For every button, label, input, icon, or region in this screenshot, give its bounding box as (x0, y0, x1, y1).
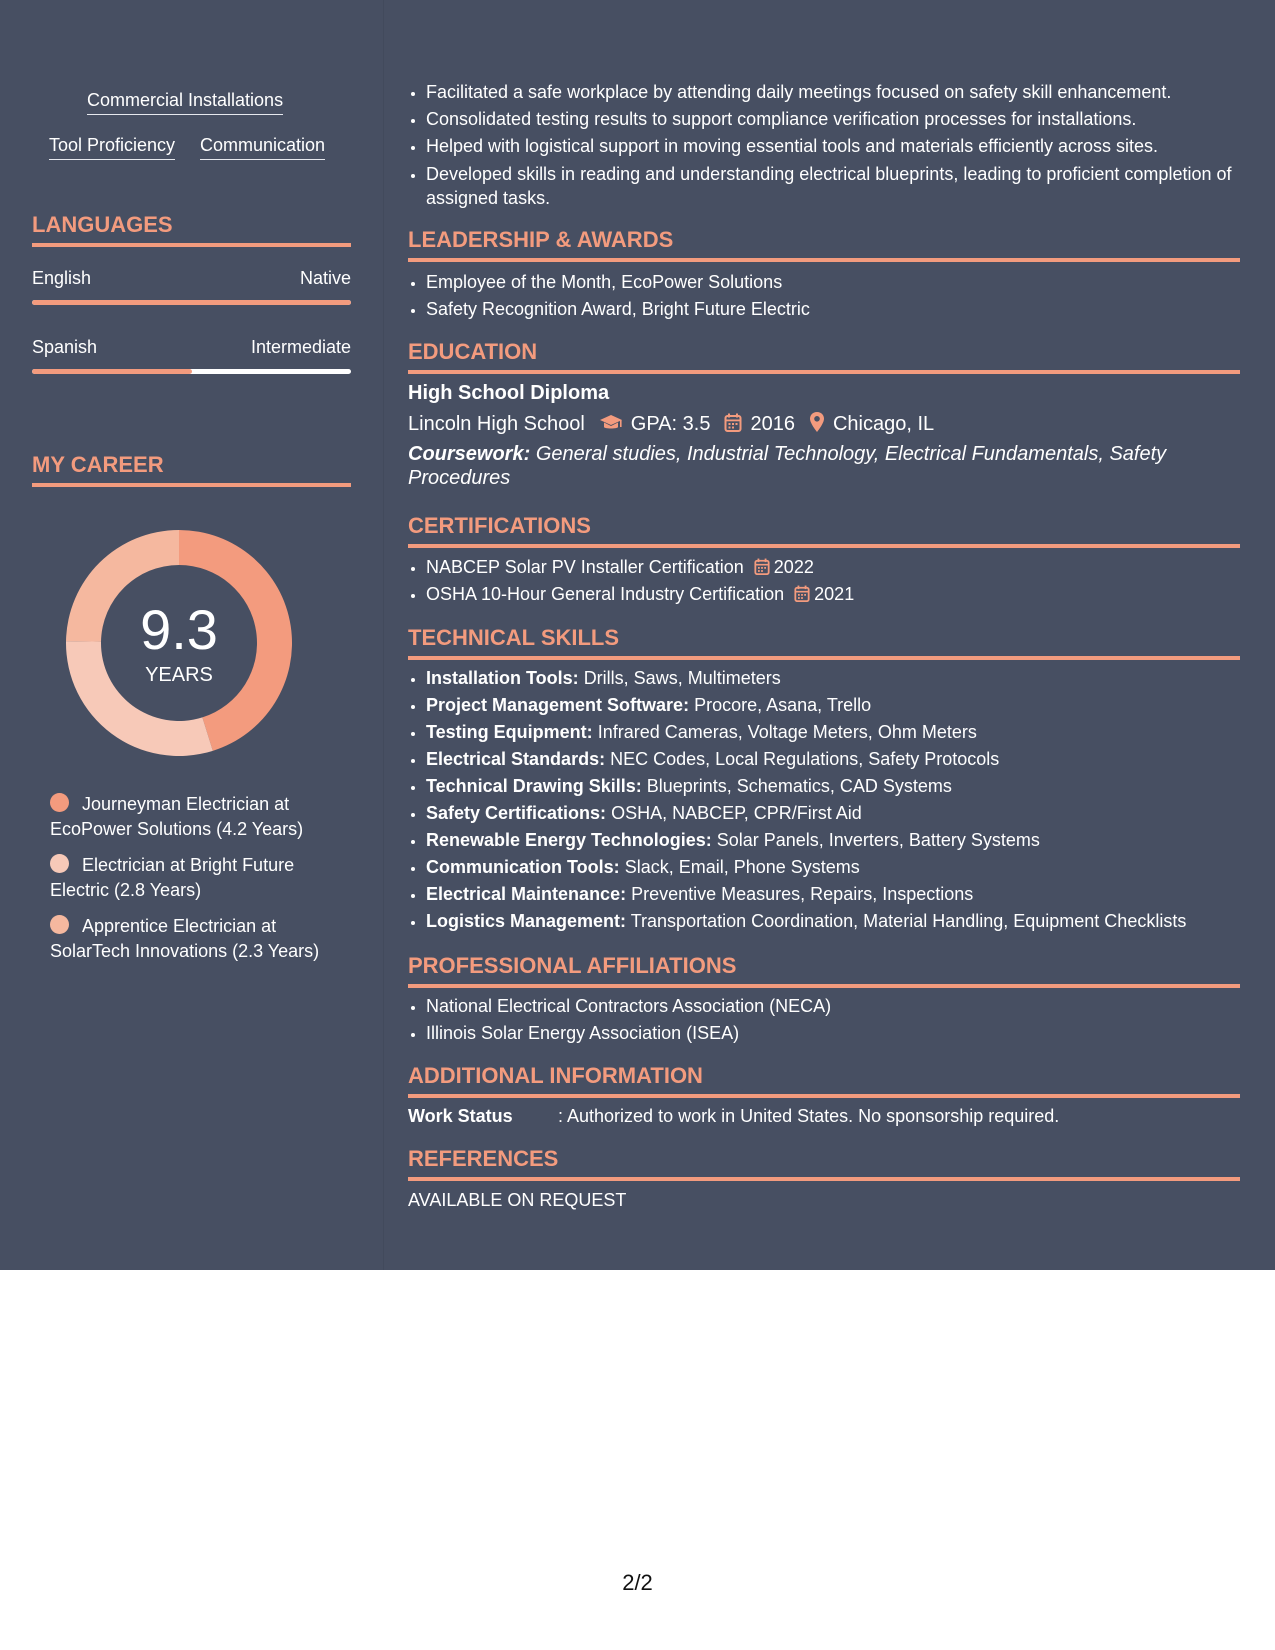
list-item: • Facilitated a safe workplace by attending daily meetings focused on safety skill enhancement. (426, 79, 1240, 106)
list-item (426, 554, 1240, 581)
list-item (426, 581, 1240, 608)
skill-value: Slack, Email, Phone Systems (624, 857, 860, 877)
legend-dot-icon (50, 915, 69, 934)
coursework-text: General studies, Industrial Technology, Electrical Fundamentals, Safety Procedures (408, 443, 1167, 489)
list-item: • Consolidated testing results to support compliance verification processes for installations. (426, 106, 1240, 133)
skill-value: Blueprints, Schematics, CAD Systems (646, 776, 952, 796)
skill-value: Drills, Saws, Multimeters (583, 668, 781, 688)
legend-label: Apprentice Electrician at SolarTech Innovations (2.3 Years) (50, 916, 320, 961)
certifications-list (408, 554, 1240, 608)
skill-label: Electrical Standards: (426, 749, 606, 769)
language-name: Spanish (32, 337, 98, 357)
list-item (426, 881, 1240, 908)
list-item: • Illinois Solar Energy Association (ISEA) (426, 1020, 1240, 1047)
languages-heading: LANGUAGES (32, 212, 351, 247)
work-status-label: Work Status (408, 1106, 513, 1126)
skill-value: Transportation Coordination, Material Handling, Equipment Checklists (630, 911, 1187, 931)
work-status-value: : Authorized to work in United States. No sponsorship required. (558, 1106, 1060, 1126)
language-bar (32, 369, 351, 374)
skill-label: Installation Tools: (426, 668, 579, 688)
skill-value: Infrared Cameras, Voltage Meters, Ohm Meters (597, 722, 977, 742)
affiliations-heading: PROFESSIONAL AFFILIATIONS (408, 953, 1240, 988)
skill-label: Renewable Energy Technologies: (426, 830, 712, 850)
certification-year: 2022 (773, 557, 814, 577)
calendar-icon (794, 585, 810, 603)
list-item: • Helped with logistical support in moving essential tools and materials efficiently across sites. (426, 133, 1240, 160)
skill-label: Testing Equipment: (426, 722, 593, 742)
career-legend-item (50, 853, 340, 903)
list-item (426, 827, 1240, 854)
legend-label: Journeyman Electrician at EcoPower Solutions (4.2 Years) (50, 794, 304, 839)
list-item: • Safety Recognition Award, Bright Future Electric (426, 296, 1240, 323)
career-total: 9.3 (140, 598, 218, 661)
education-school: Lincoln High School (408, 413, 585, 435)
language-bar (32, 300, 351, 305)
technical-skills-list (408, 665, 1240, 935)
skill-tag: Commercial Installations (87, 90, 283, 115)
legend-label: Electrician at Bright Future Electric (2.8 Years) (50, 855, 295, 900)
list-item (426, 692, 1240, 719)
calendar-icon (724, 413, 742, 433)
education-degree: High School Diploma (408, 382, 610, 404)
list-item: • Employee of the Month, EcoPower Solutions (426, 269, 1240, 296)
location-pin-icon (809, 411, 825, 433)
references-heading: REFERENCES (408, 1146, 1240, 1181)
affiliations-list (408, 993, 1240, 1047)
technical-skills-heading: TECHNICAL SKILLS (408, 625, 1240, 660)
work-status (408, 1106, 1059, 1127)
list-item (426, 746, 1240, 773)
list-item (426, 908, 1240, 935)
skill-value: Solar Panels, Inverters, Battery Systems (716, 830, 1040, 850)
education-heading: EDUCATION (408, 339, 1240, 374)
career-legend-item (50, 914, 340, 964)
experience-bullets (408, 79, 1240, 210)
education-gpa: GPA: 3.5 (630, 413, 711, 435)
leadership-heading: LEADERSHIP & AWARDS (408, 227, 1240, 262)
list-item: • Developed skills in reading and understanding electrical blueprints, leading to proficient completion of assigned tasks. (426, 160, 1240, 210)
skill-value: Preventive Measures, Repairs, Inspections (631, 884, 974, 904)
education-meta (408, 411, 934, 436)
certification-name: OSHA 10-Hour General Industry Certification (426, 584, 785, 604)
list-item: • National Electrical Contractors Association (NECA) (426, 993, 1240, 1020)
language-level: Native (299, 268, 351, 288)
skill-value: OSHA, NABCEP, CPR/First Aid (611, 803, 862, 823)
language-name: English (32, 268, 92, 288)
certifications-heading: CERTIFICATIONS (408, 513, 1240, 548)
graduation-cap-icon (599, 413, 623, 433)
skill-value: Procore, Asana, Trello (694, 695, 872, 715)
skill-tag: Tool Proficiency (49, 135, 175, 160)
career-legend-item (50, 792, 340, 842)
page-number: 2/2 (622, 1570, 653, 1595)
list-item (426, 665, 1240, 692)
skill-value: NEC Codes, Local Regulations, Safety Protocols (610, 749, 1000, 769)
language-level: Intermediate (250, 337, 351, 357)
education-location: Chicago, IL (832, 413, 935, 435)
leadership-list (408, 269, 1240, 323)
skill-label: Electrical Maintenance: (426, 884, 627, 904)
skill-label: Safety Certifications: (426, 803, 607, 823)
references-text: AVAILABLE ON REQUEST (408, 1190, 627, 1210)
sidebar (0, 0, 384, 1270)
additional-info-heading: ADDITIONAL INFORMATION (408, 1063, 1240, 1098)
legend-dot-icon (50, 793, 69, 812)
career-heading: MY CAREER (32, 452, 351, 487)
legend-dot-icon (50, 854, 69, 873)
list-item (426, 719, 1240, 746)
education-year: 2016 (750, 413, 795, 435)
calendar-icon (754, 558, 770, 576)
list-item (426, 854, 1240, 881)
skill-label: Communication Tools: (426, 857, 620, 877)
skill-label: Logistics Management: (426, 911, 627, 931)
coursework-label: Coursework: (408, 443, 531, 465)
education-coursework (408, 442, 1208, 490)
certification-name: NABCEP Solar PV Installer Certification (426, 557, 744, 577)
list-item (426, 773, 1240, 800)
skill-label: Technical Drawing Skills: (426, 776, 642, 796)
career-unit: YEARS (145, 664, 213, 686)
skill-tag: Communication (200, 135, 325, 160)
certification-year: 2021 (814, 584, 855, 604)
list-item (426, 800, 1240, 827)
skill-label: Project Management Software: (426, 695, 690, 715)
